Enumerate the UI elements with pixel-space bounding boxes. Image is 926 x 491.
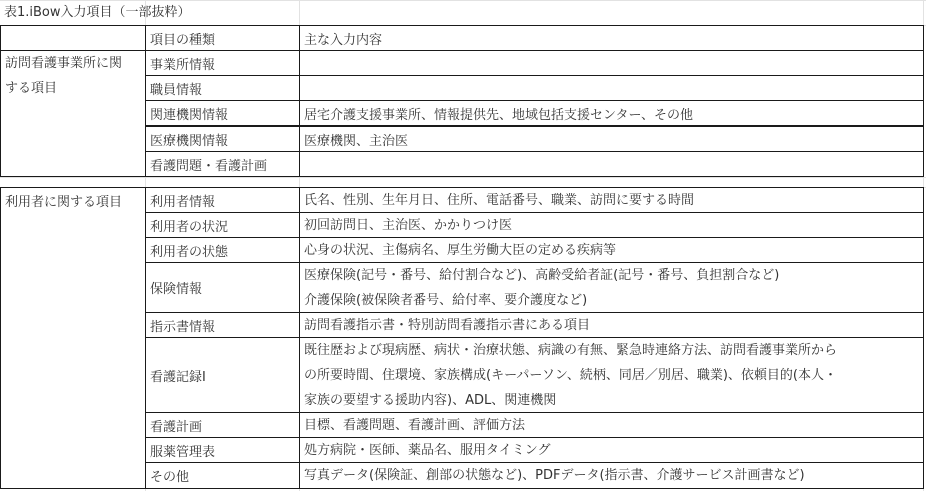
row-content-other: [299, 462, 924, 489]
row-type-nursing-problem-plan: 看護問題・看護計画: [145, 151, 300, 177]
category-office-line1: 訪問看護事業所に関: [5, 56, 123, 71]
row-content-staff-info: [299, 75, 924, 101]
row-content-nursing-plan: [299, 412, 924, 438]
content-line: 介護保険(被保険者番号、給付率、要介護度など): [304, 292, 588, 308]
row-type-user-info: 利用者情報: [145, 187, 300, 213]
row-type-medication: 服薬管理表: [145, 437, 300, 463]
row-type-instructions: 指示書情報: [145, 312, 300, 338]
header-main-content: 主な入力内容: [299, 25, 924, 51]
content-line: 写真データ(保険証、創部の状態など)、PDFデータ(指示書、介護サービス計画書など): [304, 468, 805, 483]
content-line: 既往歴および現病歴、病状・治療状態、病識の有無、緊急時連絡方法、訪問看護事業所から: [304, 342, 838, 358]
row-type-nursing-record-1: 看護記録Ⅰ: [145, 337, 300, 413]
content-line: の所要時間、住環境、家族構成(キーパーソン、続柄、同居／別居、職業)、依頼目的(本人・: [304, 367, 838, 383]
content-line: 心身の状況、主傷病名、厚生労働大臣の定める疾病等: [304, 242, 617, 258]
row-content-user-info: [299, 187, 924, 213]
row-content-user-condition: [299, 237, 924, 263]
row-content-nursing-problem-plan: [299, 151, 924, 177]
content-line: 目標、看護問題、看護計画、評価方法: [304, 417, 526, 433]
header-item-type: 項目の種類: [145, 25, 300, 51]
row-type-related-org: 関連機関情報: [145, 100, 300, 126]
row-content-insurance: [299, 262, 924, 313]
row-content-medical-org: 医療機関、主治医: [299, 125, 924, 152]
row-content-nursing-record-1: [299, 337, 924, 413]
row-type-other: その他: [145, 462, 300, 489]
row-type-office-info: 事業所情報: [145, 50, 300, 76]
row-type-user-situation: 利用者の状況: [145, 212, 300, 238]
row-type-staff-info: 職員情報: [145, 75, 300, 101]
content-line: 処方病院・医師、薬品名、服用タイミング: [304, 442, 551, 458]
table-title: 表1.iBow入力項目（一部抜粋）: [4, 5, 191, 20]
content-line: 訪問看護指示書・特別訪問看護指示書にある項目: [304, 317, 591, 333]
row-type-insurance: 保険情報: [145, 262, 300, 313]
content-line: 家族の要望する援助内容)、ADL、関連機関: [304, 392, 557, 408]
row-type-user-condition: 利用者の状態: [145, 237, 300, 263]
row-content-office-info: [299, 50, 924, 76]
row-content-instructions: [299, 312, 924, 338]
row-content-user-situation: [299, 212, 924, 238]
content-line: 初回訪問日、主治医、かかりつけ医: [304, 217, 513, 233]
row-type-nursing-plan: 看護計画: [145, 412, 300, 438]
category-office-line2: する項目: [5, 81, 58, 96]
category-office: [0, 50, 146, 177]
content-line: 医療保険(記号・番号、給付割合など)、高齢受給者証(記号・番号、負担割合など): [304, 267, 780, 283]
row-content-related-org: 居宅介護支援事業所、情報提供先、地域包括支援センター、その他: [299, 100, 924, 126]
header-blank: [0, 25, 146, 51]
row-content-medication: [299, 437, 924, 463]
row-type-medical-org: 医療機関情報: [145, 125, 300, 152]
content-line: 氏名、性別、生年月日、住所、電話番号、職業、訪問に要する時間: [304, 192, 695, 208]
category-user: 利用者に関する項目: [0, 187, 146, 489]
